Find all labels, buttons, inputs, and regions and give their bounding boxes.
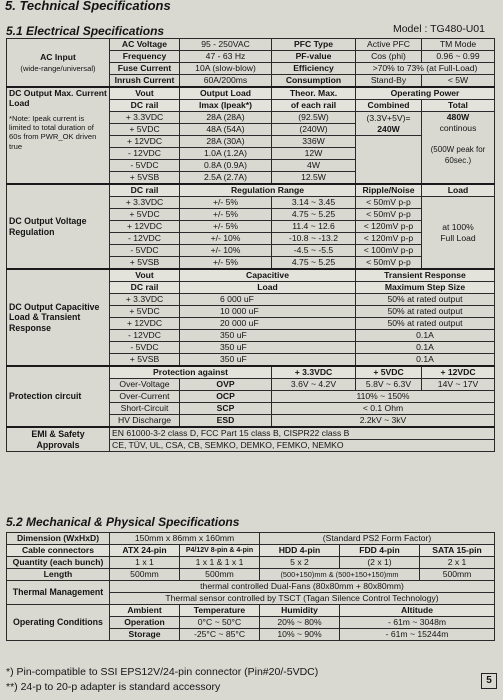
condition-type: Storage [110, 629, 180, 641]
ac-param: Consumption [272, 75, 356, 88]
capacitive-load: 6 000 uF [180, 294, 356, 306]
dc-rail: + 12VDC [110, 221, 180, 233]
capacitive-load-label: DC Output Capacitive Load & Transient Response [7, 269, 110, 366]
col-header: Total [422, 100, 495, 112]
dc-rail: - 5VDC [110, 160, 180, 172]
length-value: (500+150)mm & (500+150+150)mm [260, 569, 420, 581]
dc-rail: + 5VSB [110, 172, 180, 185]
ac-value: >70% to 73% (at Full-Load) [356, 63, 495, 75]
humidity-range: 20% ~ 80% [260, 617, 340, 629]
dc-rail: + 3.3VDC [110, 112, 180, 124]
dc-rail: - 12VDC [110, 233, 180, 245]
dc-rail: + 3.3VDC [110, 197, 180, 209]
ac-value: 95 - 250VAC [180, 39, 272, 51]
col-header: Ambient [110, 605, 180, 617]
protection-label: Protection circuit [7, 366, 110, 427]
ac-value: Active PFC [356, 39, 422, 51]
transient-step: 50% at rated output [356, 294, 495, 306]
col-header: Cable connectors [7, 545, 110, 557]
dimension-label: Dimension (WxHxD) [7, 533, 110, 545]
col-header: Vout [110, 269, 180, 282]
emi-safety-label: EMI & Safety Approvals [7, 427, 110, 452]
quantity-value: 5 x 2 [260, 557, 340, 569]
col-header: DC rail [110, 184, 180, 197]
ac-param: Fuse Current [110, 63, 180, 75]
capacitive-load: 350 uF [180, 354, 356, 367]
protection-type: HV Discharge [110, 415, 180, 428]
dc-max-current-label: DC Output Max. Current Load *Note: Ipeak current is limited to total duration of 60s from PWR_OK driven true [7, 87, 110, 184]
operating-conditions-label: Operating Conditions [7, 605, 110, 641]
protection-value: < 0.1 Ohm [272, 403, 495, 415]
col-header: + 12VDC [422, 366, 495, 379]
dc-rail: - 12VDC [110, 330, 180, 342]
protection-value: 3.6V ~ 4.2V [272, 379, 356, 391]
protection-value: 14V ~ 17V [422, 379, 495, 391]
regulation-pct: +/- 10% [180, 245, 272, 257]
col-header: Transient Response [356, 269, 495, 282]
transient-step: 50% at rated output [356, 318, 495, 330]
col-header: + 5VDC [356, 366, 422, 379]
col-header: DC rail [110, 100, 180, 112]
col-header: ATX 24-pin [110, 545, 180, 557]
quantity-value: 2 x 1 [420, 557, 495, 569]
ac-value: 47 - 63 Hz [180, 51, 272, 63]
ac-value: 60A/200ms [180, 75, 272, 88]
theor-max: 336W [272, 136, 356, 148]
model-number: Model : TG480-U01 [392, 23, 485, 35]
transient-step: 0.1A [356, 330, 495, 342]
capacitive-load: 350 uF [180, 342, 356, 354]
ac-value: < 5W [422, 75, 495, 88]
col-header: Load [422, 184, 495, 197]
regulation-range: 11.4 ~ 12.6 [272, 221, 356, 233]
regulation-range: -10.8 ~ -13.2 [272, 233, 356, 245]
ac-value: Stand-By [356, 75, 422, 88]
col-header: of each rail [272, 100, 356, 112]
ac-param: AC Voltage [110, 39, 180, 51]
thermal-fans: thermal controlled Dual-Fans (80x80mm + 80x80mm) [110, 581, 495, 593]
temperature-range: -25°C ~ 85°C [180, 629, 260, 641]
ac-value: Cos (phi) [356, 51, 422, 63]
thermal-sensor: Thermal sensor controlled by TSCT (Tagan Silence Control Technology) [110, 593, 495, 605]
dc-rail: - 5VDC [110, 342, 180, 354]
humidity-range: 10% ~ 90% [260, 629, 340, 641]
combined-power: (3.3V+5V)= 240W [356, 112, 422, 136]
col-header: Capacitive [180, 269, 356, 282]
capacitive-load: 20 000 uF [180, 318, 356, 330]
quantity-value: 1 x 1 & 1 x 1 [180, 557, 260, 569]
regulation-pct: +/- 5% [180, 257, 272, 270]
temperature-range: 0°C ~ 50°C [180, 617, 260, 629]
col-header: Theor. Max. [272, 87, 356, 100]
combined-empty [356, 136, 422, 185]
form-factor: (Standard PS2 Form Factor) [260, 533, 495, 545]
ac-param: Efficiency [272, 63, 356, 75]
dc-rail: - 12VDC [110, 148, 180, 160]
col-header: Humidity [260, 605, 340, 617]
ac-param: PF-value [272, 51, 356, 63]
col-header: Regulation Range [180, 184, 356, 197]
quantity-value: (2 x 1) [340, 557, 420, 569]
length-value: 500mm [180, 569, 260, 581]
protection-type: Over-Current [110, 391, 180, 403]
col-header: Altitude [340, 605, 495, 617]
length-label: Length [7, 569, 110, 581]
protection-value: 110% ~ 150% [272, 391, 495, 403]
total-power: 480W continous (500W peak for 60sec.) [422, 112, 495, 185]
col-header: P4/12V 8-pin & 4-pin [180, 545, 260, 557]
ripple-noise: < 100mV p-p [356, 245, 422, 257]
thermal-label: Thermal Management [7, 581, 110, 605]
section-mechanical-title: 5.2 Mechanical & Physical Specifications [6, 515, 240, 529]
ac-param: Inrush Current [110, 75, 180, 88]
altitude-range: - 61m ~ 3048m [340, 617, 495, 629]
altitude-range: - 61m ~ 15244m [340, 629, 495, 641]
col-header: HDD 4-pin [260, 545, 340, 557]
col-header: Vout [110, 87, 180, 100]
theor-max: 12W [272, 148, 356, 160]
dc-rail: + 5VDC [110, 306, 180, 318]
page-title: 5. Technical Specifications [5, 0, 171, 13]
col-header: Combined [356, 100, 422, 112]
protection-code: OCP [180, 391, 272, 403]
condition-type: Operation [110, 617, 180, 629]
length-value: 500mm [110, 569, 180, 581]
output-load: 0.8A (0.9A) [180, 160, 272, 172]
col-header: Imax (Ipeak*) [180, 100, 272, 112]
mechanical-spec-table [6, 532, 495, 641]
regulation-range: -4.5 ~ -5.5 [272, 245, 356, 257]
section-electrical-title: 5.1 Electrical Specifications [6, 24, 165, 38]
regulation-pct: +/- 5% [180, 209, 272, 221]
ac-value: 0.96 ~ 0.99 [422, 51, 495, 63]
safety-approvals: CE, TÜV, UL, CSA, CB, SEMKO, DEMKO, FEMKO, NEMKO [110, 440, 495, 452]
col-header: Operating Power [356, 87, 495, 100]
ripple-noise: < 120mV p-p [356, 221, 422, 233]
dimension-value: 150mm x 86mm x 160mm [110, 533, 260, 545]
regulation-range: 3.14 ~ 3.45 [272, 197, 356, 209]
ripple-noise: < 120mV p-p [356, 233, 422, 245]
protection-type: Over-Voltage [110, 379, 180, 391]
regulation-range: 4.75 ~ 5.25 [272, 209, 356, 221]
ripple-noise: < 50mV p-p [356, 257, 422, 270]
protection-code: OVP [180, 379, 272, 391]
output-load: 48A (54A) [180, 124, 272, 136]
col-header: DC rail [110, 282, 180, 294]
protection-code: ESD [180, 415, 272, 428]
regulation-range: 4.75 ~ 5.25 [272, 257, 356, 270]
dc-rail: + 5VDC [110, 124, 180, 136]
regulation-pct: +/- 5% [180, 221, 272, 233]
dc-rail: + 12VDC [110, 318, 180, 330]
transient-step: 0.1A [356, 342, 495, 354]
quantity-label: Quantity (each bunch) [7, 557, 110, 569]
ac-input-label: AC Input (wide-range/universal) [7, 39, 110, 88]
regulation-load: at 100% Full Load [422, 197, 495, 270]
electrical-spec-table [6, 38, 495, 452]
length-value: 500mm [420, 569, 495, 581]
col-header: Load [180, 282, 356, 294]
capacitive-load: 350 uF [180, 330, 356, 342]
ac-value: 10A (slow-blow) [180, 63, 272, 75]
protection-code: SCP [180, 403, 272, 415]
regulation-pct: +/- 10% [180, 233, 272, 245]
ripple-noise: < 50mV p-p [356, 197, 422, 209]
ac-param: Frequency [110, 51, 180, 63]
theor-max: 4W [272, 160, 356, 172]
footnote: **) 24-p to 20-p adapter is standard accessory [6, 681, 221, 693]
regulation-pct: +/- 5% [180, 197, 272, 209]
transient-step: 50% at rated output [356, 306, 495, 318]
quantity-value: 1 x 1 [110, 557, 180, 569]
col-header: Protection against [110, 366, 272, 379]
ripple-noise: < 50mV p-p [356, 209, 422, 221]
output-load: 28A (28A) [180, 112, 272, 124]
col-header: Output Load [180, 87, 272, 100]
dc-rail: + 5VSB [110, 257, 180, 270]
dc-rail: + 12VDC [110, 136, 180, 148]
ac-param: PFC Type [272, 39, 356, 51]
emi-standards: EN 61000-3-2 class D, FCC Part 15 class B, CISPR22 class B [110, 427, 495, 440]
footnote: *) Pin-compatible to SSI EPS12V/24-pin connector (Pin#20/-5VDC) [6, 666, 319, 678]
col-header: Ripple/Noise [356, 184, 422, 197]
dc-rail: - 5VDC [110, 245, 180, 257]
capacitive-load: 10 000 uF [180, 306, 356, 318]
output-load: 28A (30A) [180, 136, 272, 148]
theor-max: 12.5W [272, 172, 356, 185]
dc-rail: + 5VDC [110, 209, 180, 221]
dc-rail: + 3.3VDC [110, 294, 180, 306]
col-header: Temperature [180, 605, 260, 617]
transient-step: 0.1A [356, 354, 495, 367]
protection-value: 5.8V ~ 6.3V [356, 379, 422, 391]
protection-value: 2.2kV ~ 3kV [272, 415, 495, 428]
voltage-regulation-label: DC Output Voltage Regulation [7, 184, 110, 269]
col-header: FDD 4-pin [340, 545, 420, 557]
protection-type: Short-Circuit [110, 403, 180, 415]
output-load: 1.0A (1.2A) [180, 148, 272, 160]
theor-max: (92.5W) [272, 112, 356, 124]
col-header: Maximum Step Size [356, 282, 495, 294]
dc-rail: + 5VSB [110, 354, 180, 367]
col-header: + 3.3VDC [272, 366, 356, 379]
theor-max: (240W) [272, 124, 356, 136]
page-number: 5 [481, 673, 497, 689]
output-load: 2.5A (2.7A) [180, 172, 272, 185]
col-header: SATA 15-pin [420, 545, 495, 557]
ac-value: TM Mode [422, 39, 495, 51]
